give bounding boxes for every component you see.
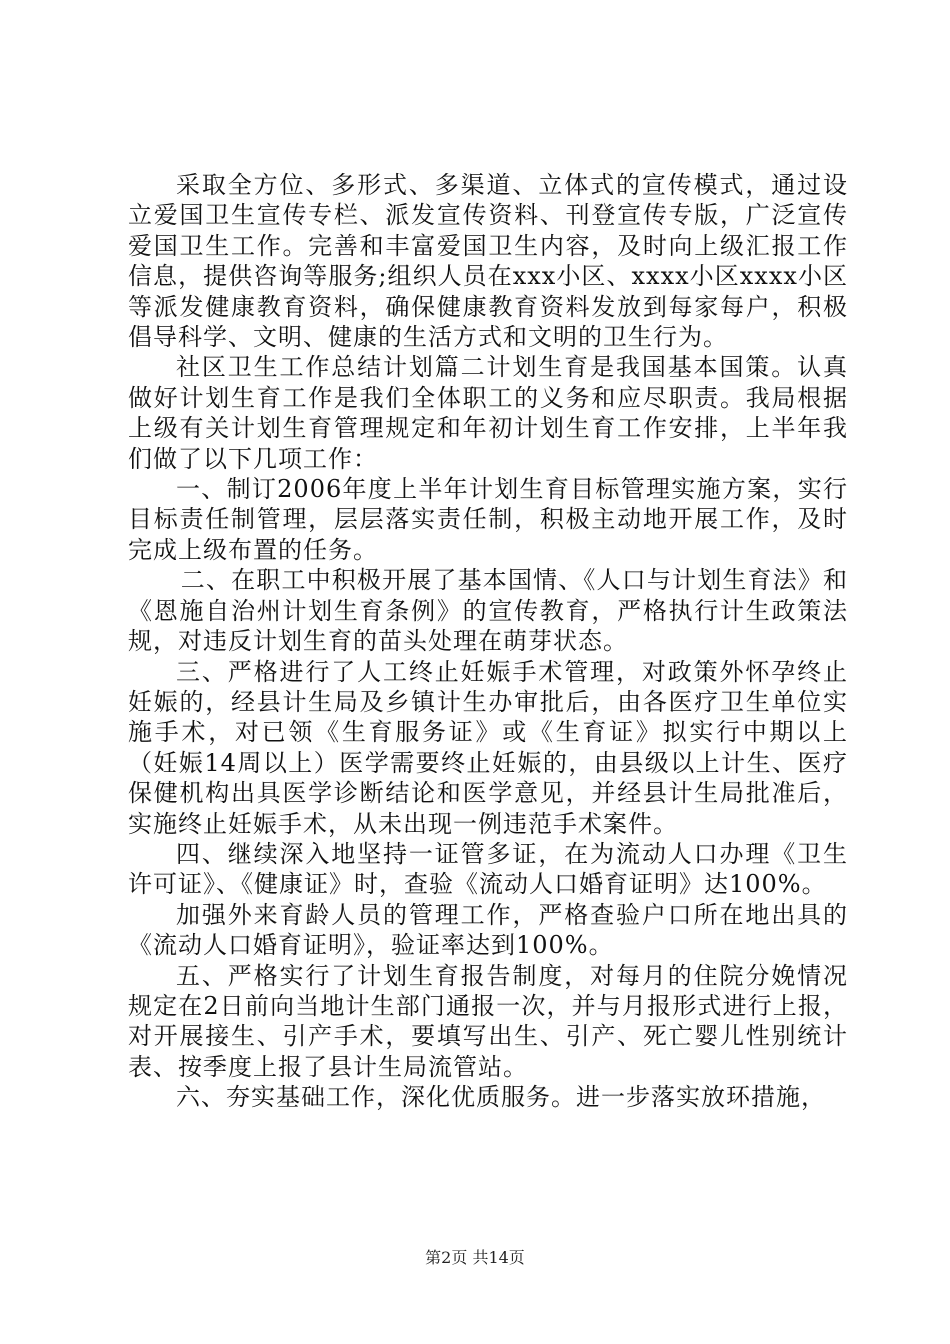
document-body <box>128 170 848 1113</box>
paragraph-2: 社区卫生工作总结计划篇二计划生育是我国基本国策。认真做好计划生育工作是我们全体职工的义务和应尽职责。我局根据上级有关计划生育管理规定和年初计划生育工作安排，上半年我们做了以下几项工作： <box>128 353 848 473</box>
paragraph-3: 一、制订2006年度上半年计划生育目标管理实施方案，实行目标责任制管理，层层落实责任制，积极主动地开展工作，及时完成上级布置的任务。 <box>128 475 848 564</box>
paragraph-1: 采取全方位、多形式、多渠道、立体式的宣传模式，通过设立爱国卫生宣传专栏、派发宣传资料、刊登宣传专版，广泛宣传爱国卫生工作。完善和丰富爱国卫生内容，及时向上级汇报工作信息，提供咨询等服务;组织人员在xxx小区、xxxx小区xxxx小区等派发健康教育资料，确保健康教育资料发放到每家每户，积极倡导科学、文明、健康的生活方式和文明的卫生行为。 <box>128 171 848 352</box>
page-number-footer: 第2页 共14页 <box>425 1248 525 1267</box>
paragraph-4: 二、在职工中积极开展了基本国情、《人口与计划生育法》和《恩施自治州计划生育条例》的宣传教育，严格执行计生政策法规，对违反计划生育的苗头处理在萌芽状态。 <box>128 566 848 656</box>
paragraph-7: 加强外来育龄人员的管理工作，严格查验户口所在地出具的《流动人口婚育证明》，验证率达到100%。 <box>128 900 848 960</box>
paragraph-5: 三、严格进行了人工终止妊娠手术管理，对政策外怀孕终止妊娠的，经县计生局及乡镇计生办审批后，由各医疗卫生单位实施手术，对已领《生育服务证》或《生育证》拟实行中期以上（妊娠14周以上）医学需要终止妊娠的，由县级以上计生、医疗保健机构出具医学诊断结论和医学意见，并经县计生局批准后，实施终止妊娠手术，从未出现一例违范手术案件。 <box>128 657 848 838</box>
paragraph-9: 六、夯实基础工作，深化优质服务。进一步落实放环措施， <box>176 1083 826 1112</box>
paragraph-8: 五、严格实行了计划生育报告制度，对每月的住院分娩情况规定在2日前向当地计生部门通报一次，并与月报形式进行上报，对开展接生、引产手术，要填写出生、引产、死亡婴儿性别统计表、按季度上报了县计生局流管站。 <box>128 961 848 1081</box>
paragraph-6: 四、继续深入地坚持一证管多证，在为流动人口办理《卫生许可证》、《健康证》时，查验《流动人口婚育证明》达100%。 <box>128 839 848 899</box>
